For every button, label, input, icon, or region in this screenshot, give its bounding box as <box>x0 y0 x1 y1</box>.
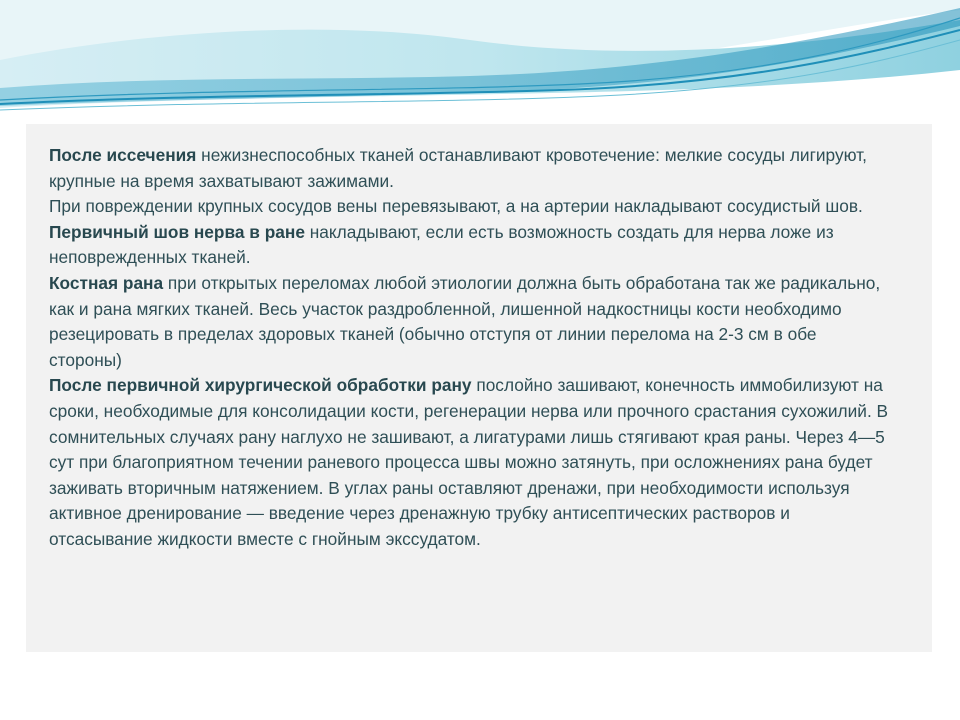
paragraph-vessel-injury: При повреждении крупных сосудов вены перевязывают, а на артерии накладывают сосудистый шов. <box>49 196 863 217</box>
paragraph-excision: После иссечения нежизнеспособных тканей останавливают кровотечение: мелкие сосуды лигируют, крупные на время захватывают зажимами. <box>49 145 867 191</box>
header-wave-decoration <box>0 0 960 125</box>
paragraph-bone-wound: Костная рана при открытых переломах любой этиологии должна быть обработана так же радикально, как и рана мягких тканей. Весь участок раздробленной, лишенной надкостницы кости необходимо резецировать в пределах здоровых тканей (обычно отступя от линии перелома на 2-3 см в обе стороны) <box>49 272 881 370</box>
paragraph-nerve-suture: Первичный шов нерва в ране накладывают, если есть возможность создать для нерва ложе из неповрежденных тканей. <box>49 221 834 268</box>
paragraph-after-debridement: После первичной хирургической обработки рану послойно зашивают, конечность иммобилизуют на сроки, необходимые для консолидации кости, регенерации нерва или прочного срастания сухожилий. В сомнительных случаях рану наглухо не зашивают, а лигатурами лишь стягивают края раны. Через 4—5 сут при благоприятном течении раневого процесса швы можно затянуть, при осложнениях рана будет заживать вторичным натяжением. В углах раны оставляют дренажи, при необходимости используя активное дренирование — введение через дренажную трубку антисептических растворов и отсасывание жидкости вместе с гнойным экссудатом. <box>49 375 889 549</box>
slide-body-text <box>49 143 889 553</box>
